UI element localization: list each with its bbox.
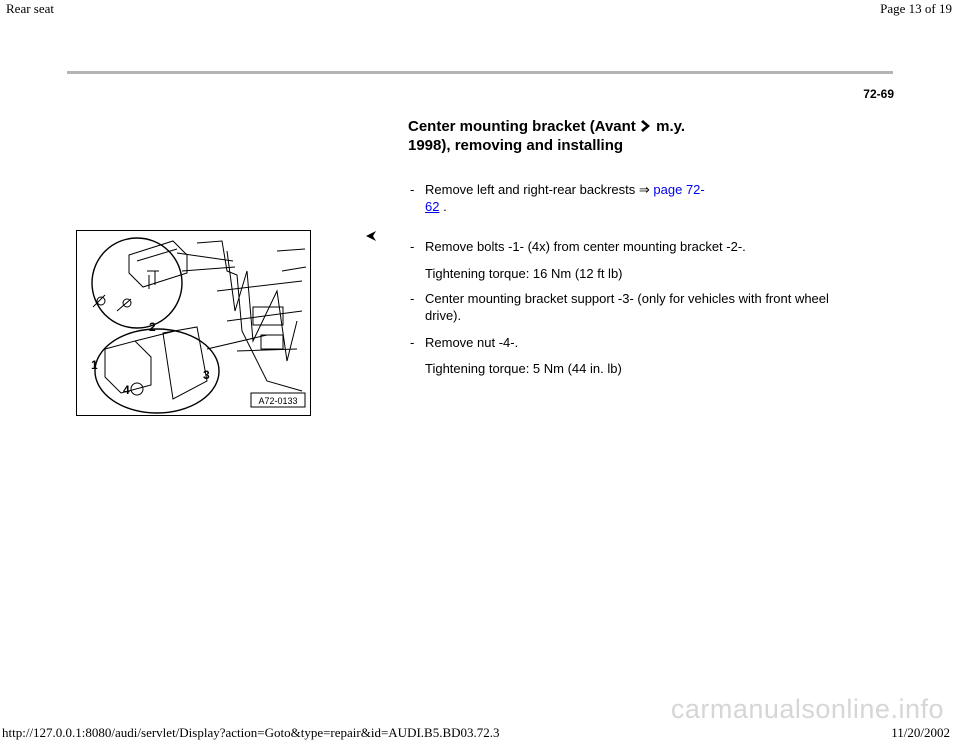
figure-code-label: A72-0133 xyxy=(258,396,298,406)
section-title-line2: 1998), removing and installing xyxy=(408,137,624,154)
page-link[interactable]: page 72- xyxy=(653,182,705,197)
section-title xyxy=(408,117,685,155)
step-text: Remove nut -4-. xyxy=(425,335,519,350)
step-dash: - xyxy=(410,335,415,350)
page-counter: Page 13 of 19 xyxy=(880,1,952,16)
step-text-line2: drive). xyxy=(425,308,462,323)
callout-4: 4 xyxy=(123,383,130,397)
bracket-diagram xyxy=(77,231,310,415)
footer-date: 11/20/2002 xyxy=(891,725,950,740)
right-arrow-icon: ⇒ xyxy=(638,182,650,197)
illustration xyxy=(76,230,311,416)
chevron-right-icon xyxy=(640,119,652,133)
section-title-part1: Center mounting bracket (Avant xyxy=(408,118,636,135)
step-text: Remove left and right-rear backrests xyxy=(425,182,636,197)
torque-note-bolts: Tightening torque: 16 Nm (12 ft lb) xyxy=(425,266,623,281)
header-divider xyxy=(67,71,893,74)
page-link-continued[interactable]: 62 xyxy=(425,199,440,214)
step-dash: - xyxy=(410,239,415,254)
callout-3: 3 xyxy=(203,368,210,382)
step-dash: - xyxy=(410,182,415,197)
figure-pointer-icon xyxy=(364,229,378,243)
torque-note-nut: Tightening torque: 5 Nm (44 in. lb) xyxy=(425,361,622,376)
step-text-line1: Center mounting bracket support -3- (only for vehicles with front wheel xyxy=(425,291,829,306)
step-text: Remove bolts -1- (4x) from center mounting bracket -2-. xyxy=(425,239,746,254)
callout-1: 1 xyxy=(91,358,98,372)
manual-page-number: 72-69 xyxy=(863,87,894,101)
document-title: Rear seat xyxy=(6,1,55,16)
watermark: carmanualsonline.info xyxy=(670,694,944,724)
step-tail: . xyxy=(443,199,447,214)
section-title-part2: m.y. xyxy=(656,118,686,135)
callout-2: 2 xyxy=(149,320,156,334)
step-dash: - xyxy=(410,291,415,306)
footer-url[interactable]: http://127.0.0.1:8080/audi/servlet/Display?action=Goto&type=repair&id=AUDI.B5.BD03.72.3 xyxy=(2,725,500,740)
